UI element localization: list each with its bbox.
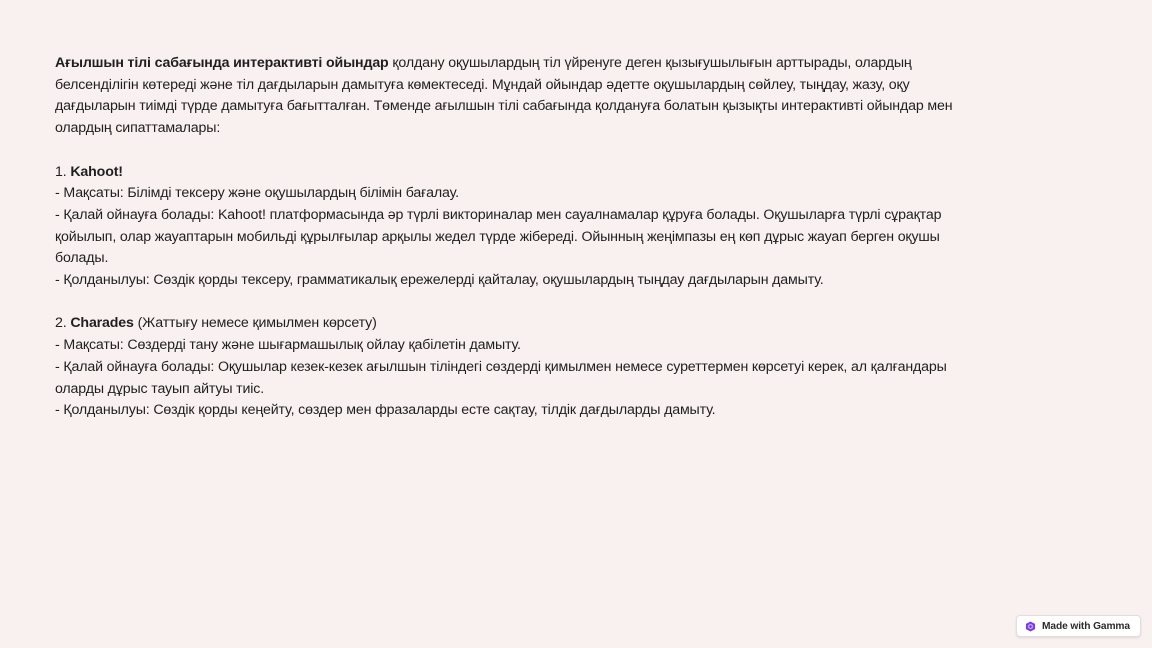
game-usage: - Қолданылуы: Сөздік қорды тексеру, грамматикалық ережелерді қайталау, оқушылардың тыңдау дағдыларын дамыту.	[55, 272, 824, 289]
game-section-kahoot	[55, 162, 955, 292]
game-number: 1.	[55, 163, 71, 180]
game-subtitle: (Жаттығу немесе қимылмен көрсету)	[133, 315, 377, 332]
intro-text: қолдану оқушылардың тіл үйренуге деген қызығушылығын арттырады, олардың белсенділігін көтереді және тіл дағдыларын дамытуға көмектеседі. Мұндай ойындар әдетте оқушылардың сөйлеу, тыңдау, жазу, оқу дағдыларын тиімді түрде дамытуға бағытталған. Төменде ағылшын тілі сабағында қолдануға болатын қызықты интерактивті ойындар мен олардың сипаттамалары:	[55, 55, 953, 137]
game-how-to-play: - Қалай ойнауға болады: Оқушылар кезек-кезек ағылшын тіліндегі сөздерді қимылмен немесе суреттермен көрсетуі керек, ал қалғандары оларды дұрыс тауып айтуы тиіс.	[55, 358, 947, 397]
spacer	[55, 292, 955, 314]
made-with-gamma-badge[interactable]	[1016, 615, 1141, 637]
game-heading	[55, 313, 955, 335]
game-number: 2.	[55, 315, 71, 332]
slide-content	[55, 53, 955, 422]
intro-lead-bold: Ағылшын тілі сабағында интерактивті ойындар	[55, 55, 389, 71]
spacer	[55, 140, 955, 162]
gamma-logo-icon	[1025, 621, 1036, 632]
badge-label: Made with Gamma	[1042, 620, 1130, 632]
game-goal: - Мақсаты: Білімді тексеру және оқушылардың білімін бағалау.	[55, 185, 459, 202]
game-how-to-play: - Қалай ойнауға болады: Kahoot! платформасында әр түрлі викториналар мен сауалнамалар құруға болады. Оқушыларға түрлі сұрақтар қойылып, олар жауаптарын мобильді құрылғылар арқылы жедел түрде жібереді. Ойынның жеңімпазы ең көп дұрыс жауап берген оқушы болады.	[55, 206, 942, 267]
game-name: Kahoot!	[70, 163, 123, 180]
game-section-charades	[55, 313, 955, 422]
game-name: Charades	[70, 315, 134, 332]
game-usage: - Қолданылуы: Сөздік қорды кеңейту, сөздер мен фразаларды есте сақтау, тілдік дағдыларды дамыту.	[55, 402, 716, 419]
game-heading	[55, 162, 955, 184]
intro-paragraph	[55, 53, 955, 140]
game-goal: - Мақсаты: Сөздерді тану және шығармашылық ойлау қабілетін дамыту.	[55, 337, 521, 354]
